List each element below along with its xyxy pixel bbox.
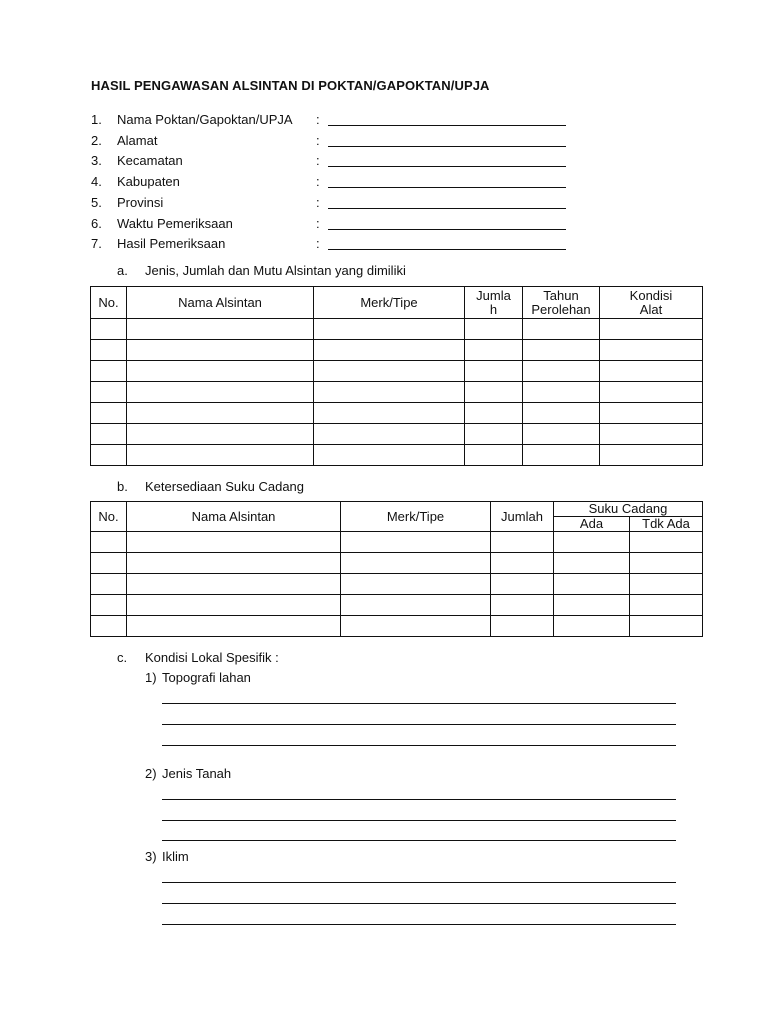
table-cell[interactable]: [314, 340, 465, 361]
field-colon: :: [316, 133, 320, 148]
table-cell[interactable]: [465, 403, 523, 424]
col-header-no: No.: [91, 502, 127, 532]
field-number: 7.: [91, 236, 102, 251]
field-colon: :: [316, 236, 320, 251]
table-cell[interactable]: [600, 361, 703, 382]
section-b-label: Ketersediaan Suku Cadang: [145, 479, 305, 494]
table-cell[interactable]: [523, 445, 600, 466]
field-blank-kecamatan[interactable]: [328, 166, 566, 167]
table-cell[interactable]: [127, 382, 314, 403]
col-header-nama-alsintan: Nama Alsintan: [127, 287, 314, 319]
table-cell[interactable]: [127, 532, 341, 553]
table-cell[interactable]: [630, 574, 703, 595]
table-cell[interactable]: [127, 553, 341, 574]
table-cell[interactable]: [630, 616, 703, 637]
suku-cadang-table: [90, 501, 703, 637]
field-colon: :: [316, 112, 320, 127]
table-cell[interactable]: [465, 361, 523, 382]
table-cell[interactable]: [523, 319, 600, 340]
field-colon: :: [316, 174, 320, 189]
col-header-jumlah: Jumla h: [465, 287, 523, 319]
table-cell[interactable]: [554, 574, 630, 595]
field-blank-provinsi[interactable]: [328, 208, 566, 209]
table-row: [91, 574, 703, 595]
table-cell[interactable]: [465, 340, 523, 361]
col-header-tdk-ada: Tdk Ada: [630, 517, 703, 532]
table-cell[interactable]: [491, 595, 554, 616]
table-row: [91, 403, 703, 424]
field-blank-alamat[interactable]: [328, 146, 566, 147]
table-cell[interactable]: [314, 403, 465, 424]
col-header-merk-tipe: Merk/Tipe: [314, 287, 465, 319]
section-c-label: Kondisi Lokal Spesifik :: [145, 650, 279, 665]
table-cell[interactable]: [491, 553, 554, 574]
table-cell[interactable]: [91, 361, 127, 382]
col-header-merk-tipe: Merk/Tipe: [341, 502, 491, 532]
write-line[interactable]: [162, 882, 676, 883]
field-colon: :: [316, 195, 320, 210]
table-header-row: [91, 502, 703, 517]
write-line[interactable]: [162, 799, 676, 800]
table-row: [91, 340, 703, 361]
field-label-hasil: Hasil Pemeriksaan: [117, 236, 226, 251]
table-cell[interactable]: [465, 382, 523, 403]
table-cell[interactable]: [127, 319, 314, 340]
col-header-nama-alsintan: Nama Alsintan: [127, 502, 341, 532]
col-header-no: No.: [91, 287, 127, 319]
table-cell[interactable]: [91, 319, 127, 340]
table-row: [91, 445, 703, 466]
table-cell[interactable]: [523, 340, 600, 361]
table-cell[interactable]: [341, 553, 491, 574]
table-row: [91, 616, 703, 637]
table-cell[interactable]: [91, 382, 127, 403]
table-cell[interactable]: [491, 532, 554, 553]
write-line[interactable]: [162, 703, 676, 704]
table-cell[interactable]: [600, 424, 703, 445]
field-label-provinsi: Provinsi: [117, 195, 164, 210]
sub-item-number: 1): [145, 670, 157, 685]
table-cell[interactable]: [600, 382, 703, 403]
field-blank-hasil[interactable]: [328, 249, 566, 250]
field-label-poktan: Nama Poktan/Gapoktan/UPJA: [117, 112, 293, 127]
col-header-kondisi-alat: Kondisi Alat: [600, 287, 703, 319]
field-label-kecamatan: Kecamatan: [117, 153, 183, 168]
table-cell[interactable]: [600, 319, 703, 340]
field-label-kabupaten: Kabupaten: [117, 174, 180, 189]
table-cell[interactable]: [630, 595, 703, 616]
table-cell[interactable]: [314, 361, 465, 382]
table-cell[interactable]: [523, 382, 600, 403]
write-line[interactable]: [162, 840, 676, 841]
field-label-alamat: Alamat: [117, 133, 158, 148]
sub-item-number: 3): [145, 849, 157, 864]
table-cell[interactable]: [91, 553, 127, 574]
field-colon: :: [316, 153, 320, 168]
write-line[interactable]: [162, 903, 676, 904]
col-header-tahun-perolehan: Tahun Perolehan: [523, 287, 600, 319]
alsintan-table: [90, 286, 703, 466]
table-row: [91, 532, 703, 553]
write-line[interactable]: [162, 724, 676, 725]
table-cell[interactable]: [91, 340, 127, 361]
table-cell[interactable]: [554, 616, 630, 637]
col-header-ada: Ada: [554, 517, 630, 532]
field-number: 5.: [91, 195, 102, 210]
table-cell[interactable]: [630, 532, 703, 553]
table-cell[interactable]: [91, 445, 127, 466]
table-cell[interactable]: [127, 595, 341, 616]
table-cell[interactable]: [341, 532, 491, 553]
table-cell[interactable]: [465, 424, 523, 445]
sub-item-iklim: Iklim: [162, 849, 189, 864]
table-cell[interactable]: [127, 574, 341, 595]
table-cell[interactable]: [600, 445, 703, 466]
field-label-waktu: Waktu Pemeriksaan: [117, 216, 233, 231]
table-cell[interactable]: [465, 319, 523, 340]
field-blank-waktu[interactable]: [328, 229, 566, 230]
table-cell[interactable]: [127, 403, 314, 424]
field-number: 4.: [91, 174, 102, 189]
table-cell[interactable]: [523, 361, 600, 382]
table-cell[interactable]: [341, 595, 491, 616]
table-cell[interactable]: [314, 445, 465, 466]
field-number: 1.: [91, 112, 102, 127]
col-header-suku-cadang: Suku Cadang: [554, 502, 703, 517]
table-row: [91, 553, 703, 574]
table-cell[interactable]: [127, 340, 314, 361]
field-colon: :: [316, 216, 320, 231]
table-cell[interactable]: [127, 445, 314, 466]
field-number: 2.: [91, 133, 102, 148]
col-header-jumlah: Jumlah: [491, 502, 554, 532]
table-cell[interactable]: [600, 340, 703, 361]
table-cell[interactable]: [127, 616, 341, 637]
table-cell[interactable]: [91, 574, 127, 595]
table-cell[interactable]: [127, 424, 314, 445]
field-blank-poktan[interactable]: [328, 125, 566, 126]
section-b-letter: b.: [117, 479, 128, 494]
sub-item-number: 2): [145, 766, 157, 781]
table-cell[interactable]: [314, 382, 465, 403]
table-cell[interactable]: [341, 616, 491, 637]
table-cell[interactable]: [314, 319, 465, 340]
sub-item-jenis-tanah: Jenis Tanah: [162, 766, 232, 781]
table-row: [91, 382, 703, 403]
table-cell[interactable]: [341, 574, 491, 595]
table-cell[interactable]: [127, 361, 314, 382]
table-row: [91, 424, 703, 445]
table-cell[interactable]: [91, 424, 127, 445]
table-cell[interactable]: [465, 445, 523, 466]
table-cell[interactable]: [600, 403, 703, 424]
table-cell[interactable]: [554, 553, 630, 574]
table-cell[interactable]: [554, 532, 630, 553]
table-cell[interactable]: [491, 616, 554, 637]
field-blank-kabupaten[interactable]: [328, 187, 566, 188]
table-row: [91, 595, 703, 616]
table-cell[interactable]: [491, 574, 554, 595]
table-cell[interactable]: [91, 403, 127, 424]
write-line[interactable]: [162, 745, 676, 746]
table-cell[interactable]: [91, 616, 127, 637]
table-row: [91, 361, 703, 382]
table-row: [91, 319, 703, 340]
field-number: 3.: [91, 153, 102, 168]
table-cell[interactable]: [91, 595, 127, 616]
section-a-label: Jenis, Jumlah dan Mutu Alsintan yang dimiliki: [145, 263, 406, 278]
table-cell[interactable]: [554, 595, 630, 616]
table-cell[interactable]: [630, 553, 703, 574]
page-title: HASIL PENGAWASAN ALSINTAN DI POKTAN/GAPOKTAN/UPJA: [91, 78, 490, 93]
write-line[interactable]: [162, 924, 676, 925]
table-cell[interactable]: [523, 424, 600, 445]
table-cell[interactable]: [91, 532, 127, 553]
write-line[interactable]: [162, 820, 676, 821]
section-a-letter: a.: [117, 263, 128, 278]
sub-item-topografi-lahan: Topografi lahan: [162, 670, 251, 685]
table-cell[interactable]: [314, 424, 465, 445]
table-cell[interactable]: [523, 403, 600, 424]
table-header-row: [91, 287, 703, 319]
section-c-letter: c.: [117, 650, 128, 665]
field-number: 6.: [91, 216, 102, 231]
